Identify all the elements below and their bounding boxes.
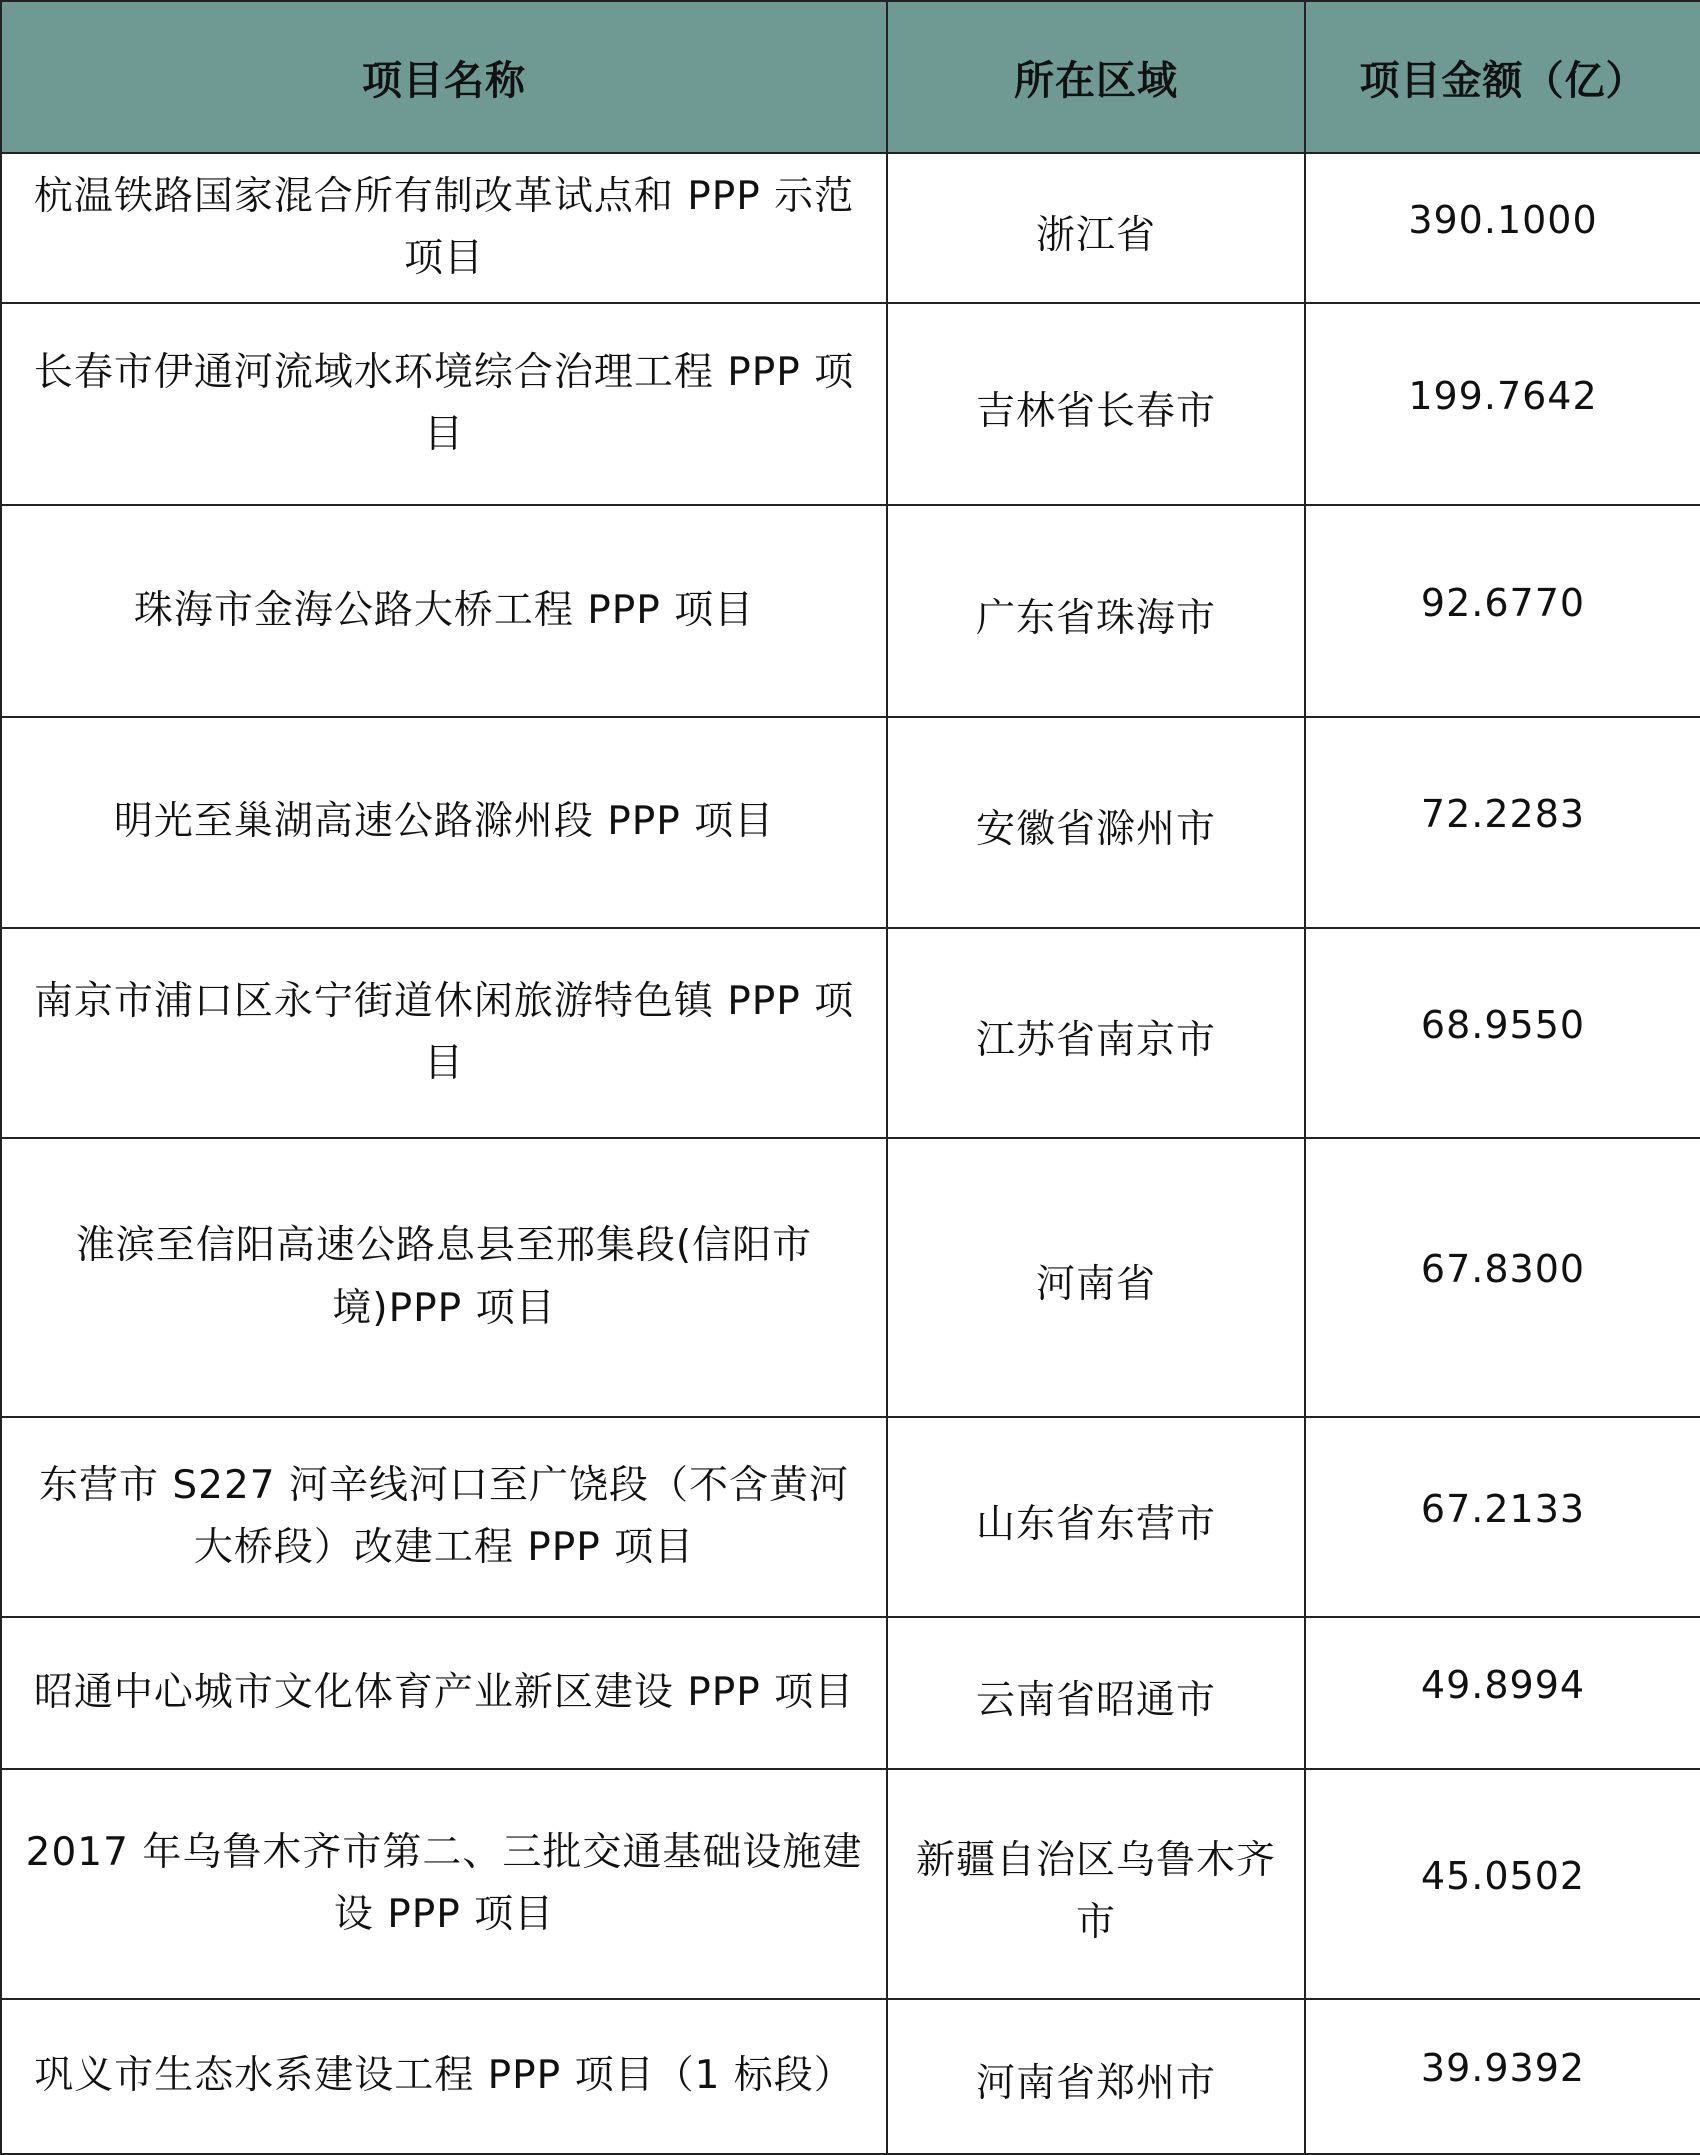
header-region: 所在区域 — [887, 1, 1305, 153]
table-row — [1, 153, 1700, 303]
table-row — [1, 303, 1700, 505]
table-row — [1, 1769, 1700, 1999]
project-name-cell: 淮滨至信阳高速公路息县至邢集段(信阳市境)PPP 项目 — [1, 1138, 887, 1417]
amount-cell: 72.2283 — [1305, 717, 1700, 928]
project-name-cell: 2017 年乌鲁木齐市第二、三批交通基础设施建设 PPP 项目 — [1, 1769, 887, 1999]
project-name-cell: 巩义市生态水系建设工程 PPP 项目（1 标段） — [1, 1999, 887, 2154]
project-name-cell: 杭温铁路国家混合所有制改革试点和 PPP 示范项目 — [1, 153, 887, 303]
project-name-cell: 东营市 S227 河辛线河口至广饶段（不含黄河大桥段）改建工程 PPP 项目 — [1, 1417, 887, 1617]
region-cell: 浙江省 — [887, 153, 1305, 303]
amount-cell: 39.9392 — [1305, 1999, 1700, 2154]
region-cell: 安徽省滁州市 — [887, 717, 1305, 928]
table-row — [1, 1999, 1700, 2154]
table-row — [1, 505, 1700, 717]
region-cell: 云南省昭通市 — [887, 1617, 1305, 1769]
region-cell: 吉林省长春市 — [887, 303, 1305, 505]
header-amount: 项目金额（亿） — [1305, 1, 1700, 153]
region-cell: 河南省郑州市 — [887, 1999, 1305, 2154]
amount-cell: 390.1000 — [1305, 153, 1700, 303]
project-name-cell: 长春市伊通河流域水环境综合治理工程 PPP 项目 — [1, 303, 887, 505]
table-row — [1, 1417, 1700, 1617]
amount-cell: 67.2133 — [1305, 1417, 1700, 1617]
table-row — [1, 1138, 1700, 1417]
amount-cell: 49.8994 — [1305, 1617, 1700, 1769]
amount-cell: 67.8300 — [1305, 1138, 1700, 1417]
region-cell: 江苏省南京市 — [887, 928, 1305, 1138]
project-name-cell: 明光至巢湖高速公路滁州段 PPP 项目 — [1, 717, 887, 928]
table-header-row — [1, 1, 1700, 153]
project-name-cell: 珠海市金海公路大桥工程 PPP 项目 — [1, 505, 887, 717]
region-cell: 新疆自治区乌鲁木齐市 — [887, 1769, 1305, 1999]
region-cell: 河南省 — [887, 1138, 1305, 1417]
project-name-cell: 南京市浦口区永宁街道休闲旅游特色镇 PPP 项目 — [1, 928, 887, 1138]
amount-cell: 199.7642 — [1305, 303, 1700, 505]
region-cell: 广东省珠海市 — [887, 505, 1305, 717]
amount-cell: 68.9550 — [1305, 928, 1700, 1138]
region-cell: 山东省东营市 — [887, 1417, 1305, 1617]
amount-cell: 92.6770 — [1305, 505, 1700, 717]
header-project-name: 项目名称 — [1, 1, 887, 153]
table-row — [1, 1617, 1700, 1769]
amount-cell: 45.0502 — [1305, 1769, 1700, 1999]
table-row — [1, 928, 1700, 1138]
project-name-cell: 昭通中心城市文化体育产业新区建设 PPP 项目 — [1, 1617, 887, 1769]
table-row — [1, 717, 1700, 928]
